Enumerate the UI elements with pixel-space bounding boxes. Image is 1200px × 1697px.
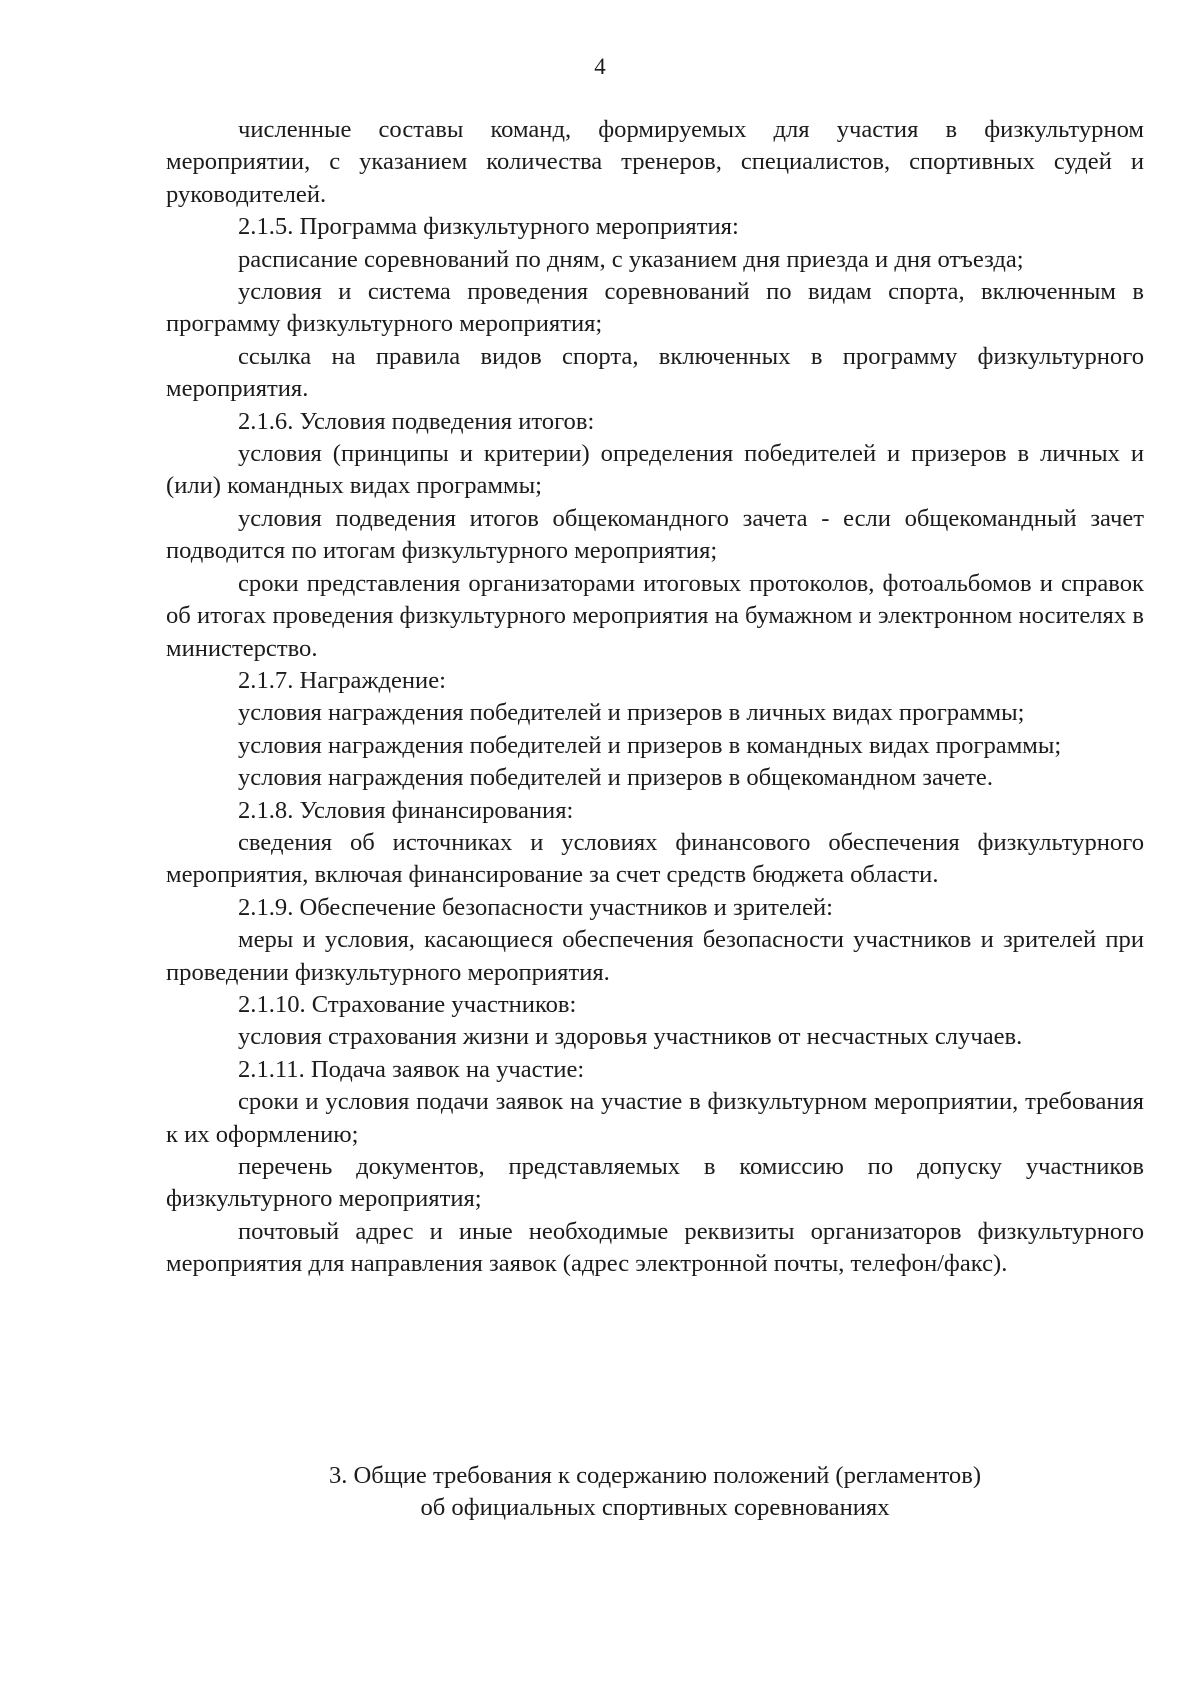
- paragraph: условия награждения победителей и призеров в командных видах программы;: [238, 731, 1062, 759]
- section-title-line: 3. Общие требования к содержанию положений (регламентов): [328, 1462, 982, 1489]
- subsection-2-1-5-heading: 2.1.5. Программа физкультурного мероприятия:: [238, 213, 739, 241]
- page-number: 4: [594, 54, 606, 79]
- paragraph: меры и условия, касающиеся обеспечения безопасности участников и зрителей при проведении физкультурного мероприятия.: [166, 926, 1144, 986]
- paragraph: условия страхования жизни и здоровья участников от несчастных случаев.: [238, 1023, 1023, 1051]
- paragraph: сроки представления организаторами итоговых протоколов, фотоальбомов и справок об итогах проведения физкультурного мероприятия на бумажном и электронном носителях в министерство.: [166, 569, 1144, 662]
- subsection-2-1-11-heading: 2.1.11. Подача заявок на участие:: [238, 1055, 585, 1083]
- section-3-title: [166, 1460, 1144, 1525]
- paragraph: сроки и условия подачи заявок на участие в физкультурном мероприятии, требования к их оформлению;: [166, 1088, 1144, 1148]
- subsection-2-1-9-heading: 2.1.9. Обеспечение безопасности участников и зрителей:: [238, 893, 833, 921]
- paragraph: сведения об источниках и условиях финансового обеспечения физкультурного мероприятия, включая финансирование за счет средств бюджета области.: [166, 828, 1144, 889]
- subsection-2-1-8-heading: 2.1.8. Условия финансирования:: [238, 796, 574, 824]
- subsection-2-1-7-heading: 2.1.7. Награждение:: [238, 666, 446, 694]
- paragraph: условия подведения итогов общекомандного зачета - если общекомандный зачет подводится по итогам физкультурного мероприятия;: [166, 504, 1144, 565]
- subsection-2-1-10-heading: 2.1.10. Страхование участников:: [238, 990, 577, 1018]
- paragraph-continuation: численные составы команд, формируемых для участия в физкультурном мероприятии, с указанием количества тренеров, специалистов, спортивных судей и руководителей.: [166, 116, 1144, 208]
- document-body: [166, 114, 1144, 1281]
- paragraph: перечень документов, представляемых в комиссию по допуску участников физкультурного мероприятия;: [166, 1153, 1144, 1213]
- subsection-2-1-6-heading: 2.1.6. Условия подведения итогов:: [238, 407, 595, 435]
- paragraph: условия (принципы и критерии) определения победителей и призеров в личных и (или) командных видах программы;: [166, 440, 1144, 500]
- paragraph: условия награждения победителей и призеров в общекомандном зачете.: [238, 764, 993, 792]
- section-title-line: об официальных спортивных соревнованиях: [420, 1494, 890, 1522]
- paragraph: расписание соревнований по дням, с указанием дня приезда и дня отъезда;: [238, 245, 1024, 273]
- paragraph: условия награждения победителей и призеров в личных видах программы;: [238, 699, 1025, 727]
- paragraph: почтовый адрес и иные необходимые реквизиты организаторов физкультурного мероприятия для направления заявок (адрес электронной почты, телефон/факс).: [166, 1217, 1144, 1278]
- paragraph: условия и система проведения соревнований по видам спорта, включенным в программу физкультурного мероприятия;: [166, 278, 1144, 338]
- paragraph: ссылка на правила видов спорта, включенных в программу физкультурного мероприятия.: [166, 342, 1144, 403]
